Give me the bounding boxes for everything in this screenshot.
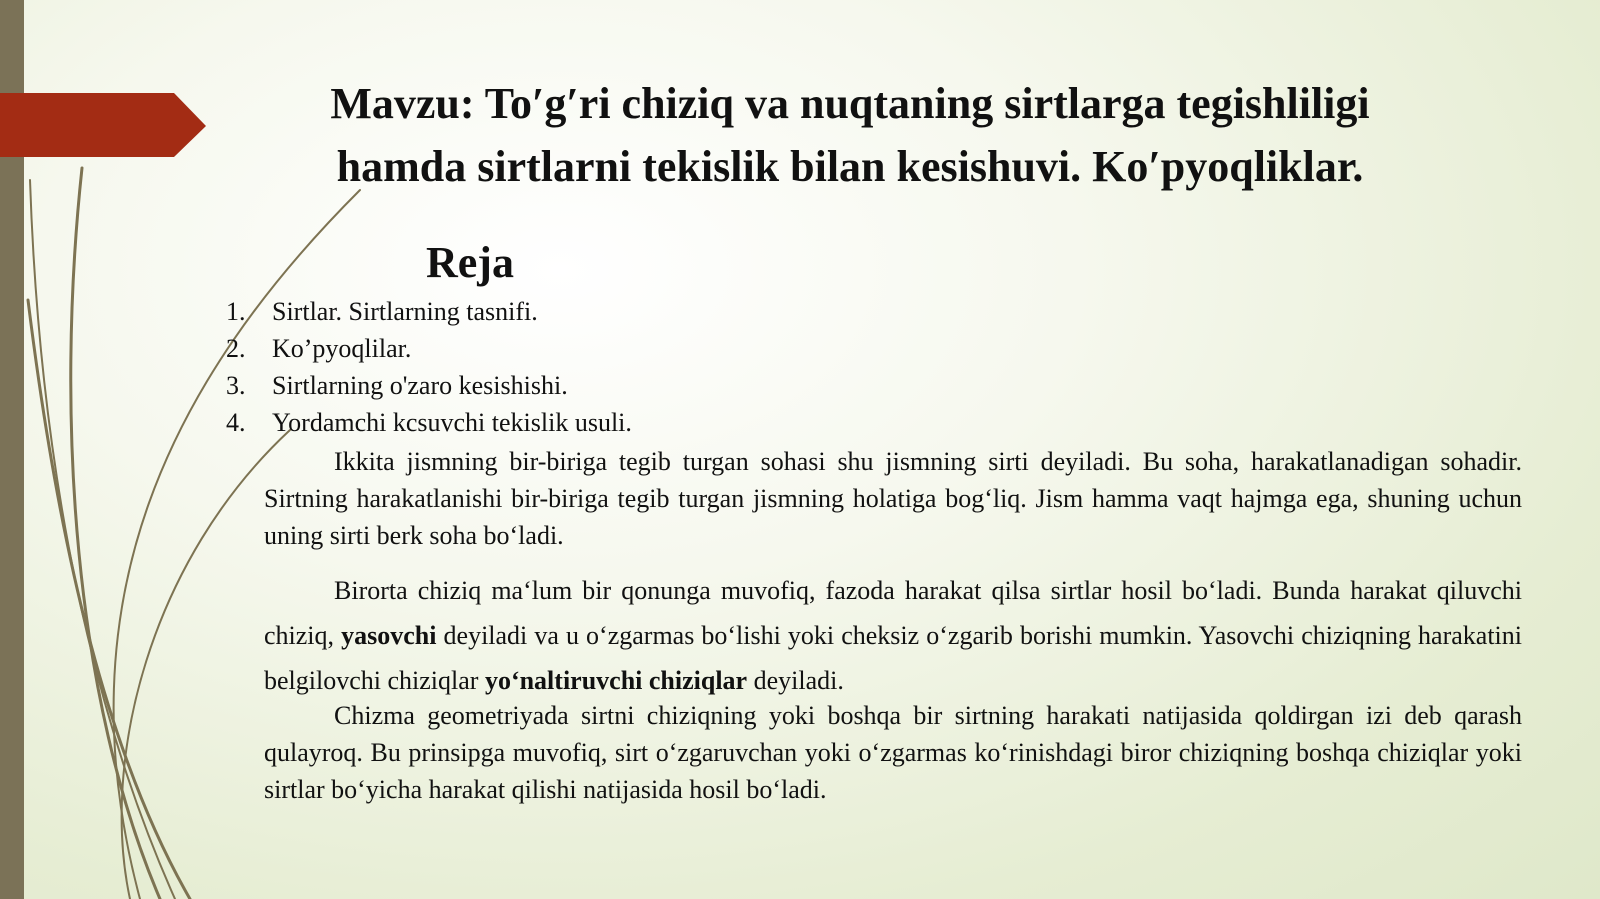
plan-item-number: 2. — [226, 334, 246, 363]
plan-item — [226, 367, 632, 404]
plan-item — [226, 330, 632, 367]
plan-item-text: Sirtlarning o'zaro kesishishi. — [272, 371, 568, 400]
title-line-2: hamda sirtlarni tekislik bilan kesishuvi. Ko′pyoqliklar. — [336, 142, 1364, 191]
paragraph-2-text-c: deyiladi va u o‘zgarmas bo‘lishi yoki cheksiz o‘zgarib borishi mumkin. Yasovchi chiziqning harakatini belgilovchi chiziqlar — [264, 621, 1522, 695]
title-line-1: Mavzu: To′g′ri chiziq va nuqtaning sirtlarga tegishliligi — [330, 79, 1370, 128]
body-paragraph-2 — [264, 568, 1522, 703]
plan-heading: Reja — [426, 238, 514, 287]
plan-item-text: Yordamchi kcsuvchi tekislik usuli. — [272, 408, 632, 437]
paragraph-2-text-e: deyiladi. — [747, 666, 844, 695]
slide-title — [240, 72, 1460, 198]
plan-list — [226, 293, 632, 441]
plan-item-number: 4. — [226, 408, 246, 437]
plan-item-number: 3. — [226, 371, 246, 400]
body-paragraph-3: Chizma geometriyada sirtni chiziqning yoki boshqa bir sirtning harakati natijasida qoldirgan izi deb qarash qulayroq. Bu prinsipga muvofiq, sirt o‘zgaruvchan yoki o‘zgarmas ko‘rinishdagi biror chiziqning boshqa chiziqlar yoki sirtlar bo‘yicha harakat qilishi natijasida hosil bo‘ladi. — [264, 701, 1522, 804]
plan-item-text: Ko’pyoqlilar. — [272, 334, 412, 363]
term-yonaltiruvchi-chiziqlar: yo‘naltiruvchi chiziqlar — [484, 666, 748, 695]
plan-item-text: Sirtlar. Sirtlarning tasnifi. — [272, 297, 538, 326]
title-arrow-marker — [0, 93, 210, 159]
plan-item-number: 1. — [226, 297, 246, 326]
paragraph-2-text-a: Birorta chiziq ma‘lum bir qonunga muvofiq, fazoda harakat qilsa sirtlar hosil bo‘ladi. Bunda harakat qiluvchi chiziq, — [264, 576, 1522, 650]
body-paragraph-1: Ikkita jismning bir-biriga tegib turgan sohasi shu jismning sirti deyiladi. Bu soha, harakatlanadigan sohadir. Sirtning harakatlanishi bir-biriga tegib turgan jismning holatiga bog‘liq. Jism hamma vaqt hajmga ega, shuning uchun uning sirti berk soha bo‘ladi. — [264, 447, 1522, 550]
plan-item — [226, 404, 632, 441]
term-yasovchi: yasovchi — [341, 621, 437, 650]
plan-item — [226, 293, 632, 330]
